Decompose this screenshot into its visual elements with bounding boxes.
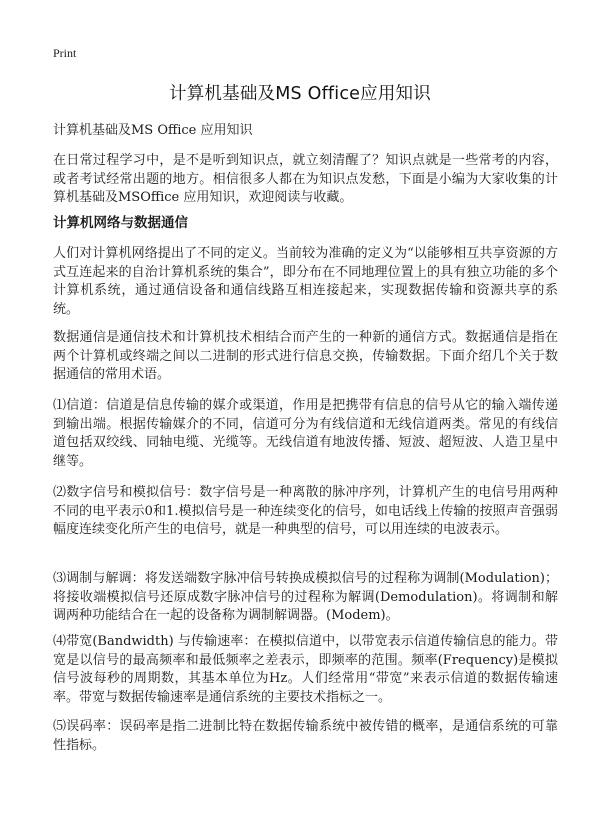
paragraph-bandwidth: ⑷带宽(Bandwidth) 与传输速率：在模拟信道中，以带宽表示信道传输信息的能力。带宽是以信号的最高频率和最低频率之差表示，即频率的范围。频率(Frequency)是模拟信号波每秒的周期数，其基本单位为Hz。人们经常用“带宽”来表示信道的数据传输速率。带宽与数据传输速率是通信系统的主要技术指标之一。 — [53, 634, 558, 705]
paragraph-modulation: ⑶调制与解调：将发送端数字脉冲信号转换成模拟信号的过程称为调制(Modulation)；将接收端模拟信号还原成数字脉冲信号的过程称为解调(Demodulation)。将调制和解调两种功能结合在一起的设备称为调制解调器。(Modem)。 — [53, 571, 558, 624]
paragraph-digital-analog-signal: ⑵数字信号和模拟信号：数字信号是一种离散的脉冲序列，计算机产生的电信号用两种不同的电平表示0和1.模拟信号是一种连续变化的信号，如电话线上传输的按照声音强弱幅度连续变化所产生的电信号，就是一种典型的信号，可以用连续的电波表示。 — [53, 485, 558, 538]
document-subtitle: 计算机基础及MS Office 应用知识 — [53, 123, 253, 138]
intro-paragraph: 在日常过程学习中，是不是听到知识点，就立刻清醒了？知识点就是一些常考的内容，或者考试经常出题的地方。相信很多人都在为知识点发愁，下面是小编为大家收集的计算机基础及MSOffice 应用知识，欢迎阅读与收藏。 — [53, 153, 558, 206]
document-title: 计算机基础及MS Office应用知识 — [169, 84, 431, 104]
paragraph-bit-error-rate: ⑸误码率：误码率是指二进制比特在数据传输系统中被传错的概率，是通信系统的可靠性指标。 — [53, 719, 558, 753]
paragraph-channel: ⑴信道：信道是信息传输的媒介或渠道，作用是把携带有信息的信号从它的输入端传递到输出端。根据传输媒介的不同，信道可分为有线信道和无线信道两类。常见的有线信道包括双绞线、同轴电缆、光缆等。无线信道有地波传播、短波、超短波、人造卫星中继等。 — [53, 398, 558, 469]
paragraph-data-communication: 数据通信是通信技术和计算机技术相结合而产生的一种新的通信方式。数据通信是指在两个计算机或终端之间以二进制的形式进行信息交换，传输数据。下面介绍几个关于数据通信的常用术语。 — [53, 330, 558, 383]
section-heading: 计算机网络与数据通信 — [53, 215, 188, 231]
paragraph-network-definition: 人们对计算机网络提出了不同的定义。当前较为准确的定义为“以能够相互共享资源的方式互连起来的自治计算机系统的集合”，即分布在不同地理位置上的具有独立功能的多个计算机系统，通过通信设备和通信线路互相连接起来，实现数据传输和资源共享的系统。 — [53, 246, 558, 317]
print-label: Print — [53, 46, 77, 60]
